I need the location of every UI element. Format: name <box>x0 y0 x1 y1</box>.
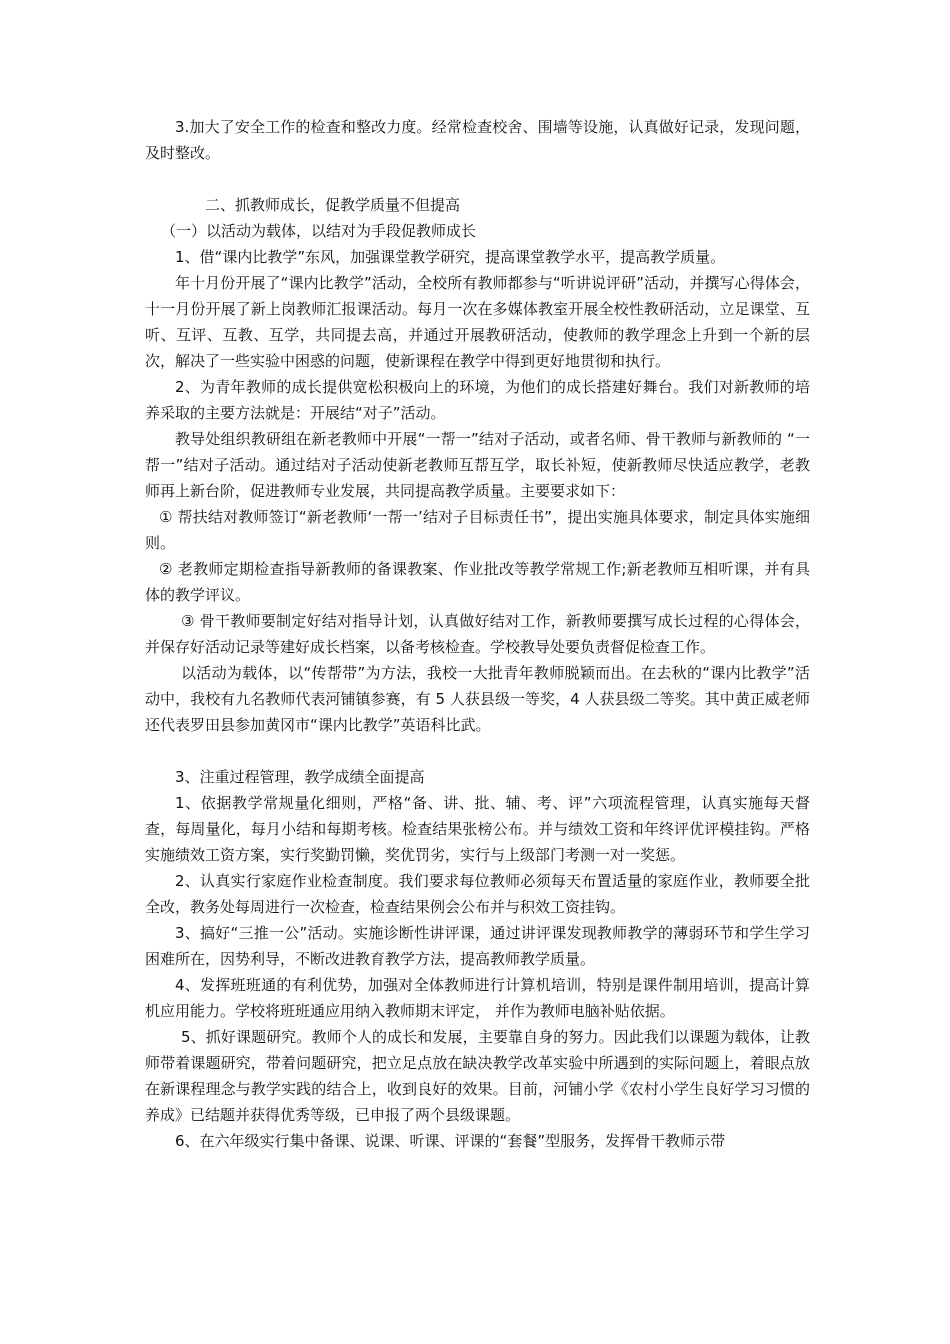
paragraph-process-2: 2、认真实行家庭作业检查制度。我们要求每位教师必须每天布置适量的家庭作业，教师要全批全改，教务处每周进行一次检查，检查结果例会公布并与积效工资挂钩。 <box>145 872 810 916</box>
section-heading-teacher-growth: 二、抓教师成长，促教学质量不但提高 <box>205 196 461 214</box>
paragraph-process-5: 5、抓好课题研究。教师个人的成长和发展，主要靠自身的努力。因此我们以课题为载体，让教师带着课题研究，带着问题研究，把立足点放在缺决教学改革实验中所遇到的实际问题上，着眼点放在新课程理念与教学实践的结合上，收到良好的效果。目前，河铺小学《农村小学生良好学习习惯的养成》已结题并获得优秀等级，已申报了两个县级课题。 <box>145 1028 810 1124</box>
paragraph-process-3: 3、搞好“三推一公”活动。实施诊断性讲评课，通过讲评课发现教师教学的薄弱环节和学生学习困难所在，因势利导，不断改进教育教学方法，提高教师教学质量。 <box>145 924 810 968</box>
section-heading-process-management: 3、注重过程管理，教学成绩全面提高 <box>175 768 425 786</box>
paragraph-teaching-activities: 年十月份开展了“课内比教学”活动，全校所有教师都参与“听讲说评研”活动，并撰写心得体会，十一月份开展了新上岗教师汇报课活动。每月一次在多媒体教室开展全校性教研活动，立足课堂、互听、互评、互教、互学，共同提去高，并通过开展教研活动，使教师的教学理念上升到一个新的层次，解决了一些实验中困惑的问题，使新课程在教学中得到更好地贯彻和执行。 <box>145 274 810 370</box>
paragraph-process-6: 6、在六年级实行集中备课、说课、听课、评课的“套餐”型服务，发挥骨干教师示带 <box>175 1132 726 1150</box>
paragraph-results: 以活动为载体，以“传帮带”为方法，我校一大批青年教师脱颖而出。在去秋的“课内比教学”活动中，我校有九名教师代表河铺镇参赛，有 5 人获县级一等奖，4 人获县级二等奖。其中黄正威老师还代表罗田县参加黄冈市“课内比教学”英语科比武。 <box>145 664 810 734</box>
requirement-2: ② 老教师定期检查指导新教师的备课教案、作业批改等教学常规工作;新老教师互相听课，并有具体的教学评议。 <box>145 560 810 604</box>
subsection-heading-activities: （一）以活动为载体，以结对为手段促教师成长 <box>161 222 477 240</box>
paragraph-process-4: 4、发挥班班通的有利优势，加强对全体教师进行计算机培训，特别是课件制用培训，提高计算机应用能力。学校将班班通应用纳入教师期末评定， 并作为教师电脑补贴依据。 <box>145 976 810 1020</box>
document-body <box>145 114 810 1154</box>
paragraph-item-2: 2、为青年教师的成长提供宽松积极向上的环境，为他们的成长搭建好舞台。我们对新教师的培养采取的主要方法就是：开展结“对子”活动。 <box>145 378 810 422</box>
paragraph-safety-inspection: 3.加大了安全工作的检查和整改力度。经常检查校舍、围墙等设施，认真做好记录，发现问题，及时整改。 <box>145 118 810 162</box>
paragraph-item-1: 1、借“课内比教学”东风，加强课堂教学研究，提高课堂教学水平，提高教学质量。 <box>175 248 726 266</box>
requirement-3: ③ 骨干教师要制定好结对指导计划，认真做好结对工作，新教师要撰写成长过程的心得体会，并保存好活动记录等建好成长档案，以备考核检查。学校教导处要负责督促检查工作。 <box>145 612 810 656</box>
paragraph-pairing-activity: 教导处组织教研组在新老教师中开展“一帮一”结对子活动，或者名师、骨干教师与新教师的 “一帮一”结对子活动。通过结对子活动使新老教师互帮互学，取长补短，使新教师尽快适应教学，老教师再上新台阶，促进教师专业发展，共同提高教学质量。主要要求如下： <box>145 430 810 500</box>
requirement-1: ① 帮扶结对教师签订“新老教师‘一帮一’结对子目标责任书”，提出实施具体要求，制定具体实施细则。 <box>145 508 810 552</box>
paragraph-process-1: 1、依据教学常规量化细则，严格“备、讲、批、辅、考、评”六项流程管理，认真实施每天督查，每周量化，每月小结和每期考核。检查结果张榜公布。并与绩效工资和年终评优评模挂钩。严格实施绩效工资方案，实行奖勤罚懒，奖优罚劣，实行与上级部门考测一对一奖惩。 <box>145 794 810 864</box>
